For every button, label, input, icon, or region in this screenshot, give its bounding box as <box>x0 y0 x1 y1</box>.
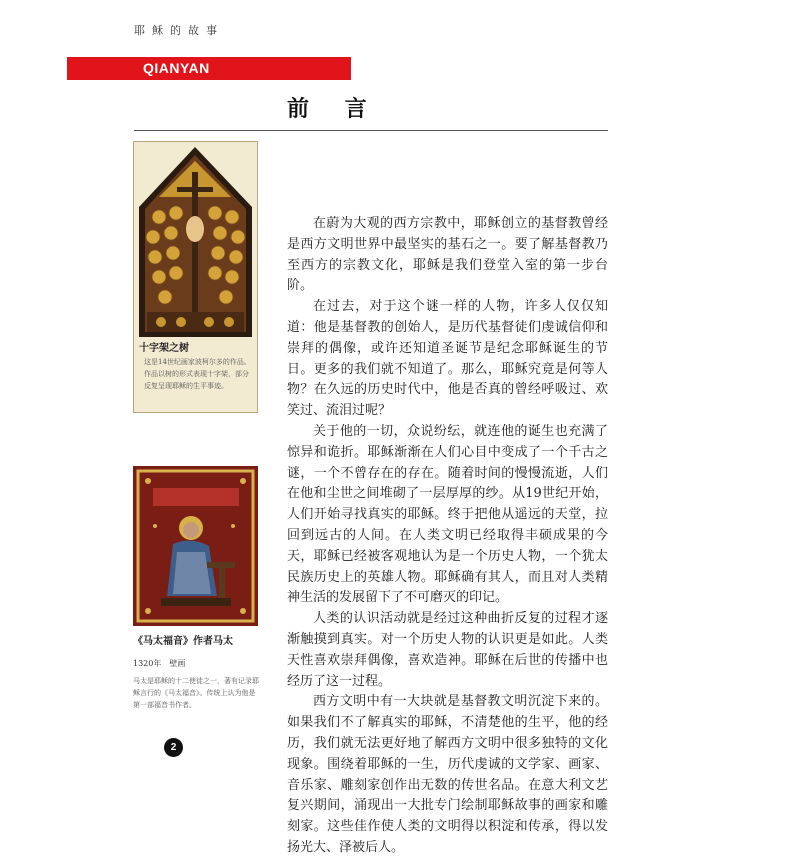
figure-description: 马太是耶稣的十二使徒之一，著有记录耶稣言行的《马太福音》。传统上认为他是第一部福音书作者。 <box>133 677 259 709</box>
paragraph: 西方文明中有一大块就是基督教文明沉淀下来的。如果我们不了解真实的耶稣，不清楚他的生平，他的经历，我们就无法更好地了解西方文明中很多独特的文化现象。围绕着耶稣的一生，历代虔诚的文学家、画家、音乐家、雕刻家创作出无数的传世名品。在意大利文艺复兴期间，涌现出一大批专门绘制耶稣故事的画家和雕刻家。这些佳作使人类的文明得以积淀和传承，得以发扬光大、泽被后人。 <box>287 694 608 855</box>
page-title: 前 言 <box>287 96 381 122</box>
figure-description: 这是14世纪画家波柯尔多的作品。作品以树的形式表现十字架，部分反复呈现耶稣的生平事迹。 <box>144 358 251 390</box>
page-number: 2 <box>164 738 183 757</box>
tree-of-cross-painting <box>139 147 252 337</box>
figure-meta: 1320年 壁画 <box>133 659 186 668</box>
matthew-painting <box>133 466 258 626</box>
figure-caption: 《马太福音》作者马太 <box>133 636 233 647</box>
section-banner <box>67 57 351 80</box>
section-label: QIANYAN <box>143 60 210 76</box>
figure-caption: 十字架之树 <box>139 343 189 354</box>
figure-tree-of-cross <box>133 141 258 413</box>
body-text <box>287 214 608 859</box>
paragraph: 人类的认识活动就是经过这种曲折反复的过程才逐渐触摸到真实。对一个历史人物的认识更是如此。人类天性喜欢崇拜偶像，喜欢造神。耶稣在后世的传播中也经历了这一过程。 <box>287 611 608 689</box>
paragraph: 关于他的一切，众说纷纭，就连他的诞生也充满了惊异和诡折。耶稣渐渐在人们心目中变成了一个千古之谜，一个不曾存在的存在。随着时间的慢慢流逝，人们在他和尘世之间堆砌了一层厚厚的纱。从19世纪开始，人们开始寻找真实的耶稣。终于把他从遥远的天堂，拉回到远古的人间。在人类文明已经取得丰硕成果的今天，耶稣已经被客观地认为是一个历史人物，一个犹太民族历史上的英雄人物。耶稣确有其人，而且对人类精神生活的发展留下了不可磨灭的印记。 <box>287 423 608 606</box>
running-head: 耶稣的故事 <box>134 24 224 37</box>
title-divider <box>134 130 608 131</box>
figure-matthew <box>133 466 258 626</box>
paragraph: 在过去，对于这个谜一样的人物，许多人仅仅知道：他是基督教的创始人，是历代基督徒们虔诚信仰和崇拜的偶像，或许还知道圣诞节是纪念耶稣诞生的节日。更多的我们就不知道了。那么，耶稣究竟是何等人物？在久远的历史时代中，他是否真的曾经呼吸过、欢笑过、流泪过呢？ <box>287 299 608 419</box>
paragraph: 在蔚为大观的西方宗教中，耶稣创立的基督教曾经是西方文明世界中最坚实的基石之一。要了解基督教乃至西方的宗教文化，耶稣是我们登堂入室的第一步台阶。 <box>287 216 608 294</box>
